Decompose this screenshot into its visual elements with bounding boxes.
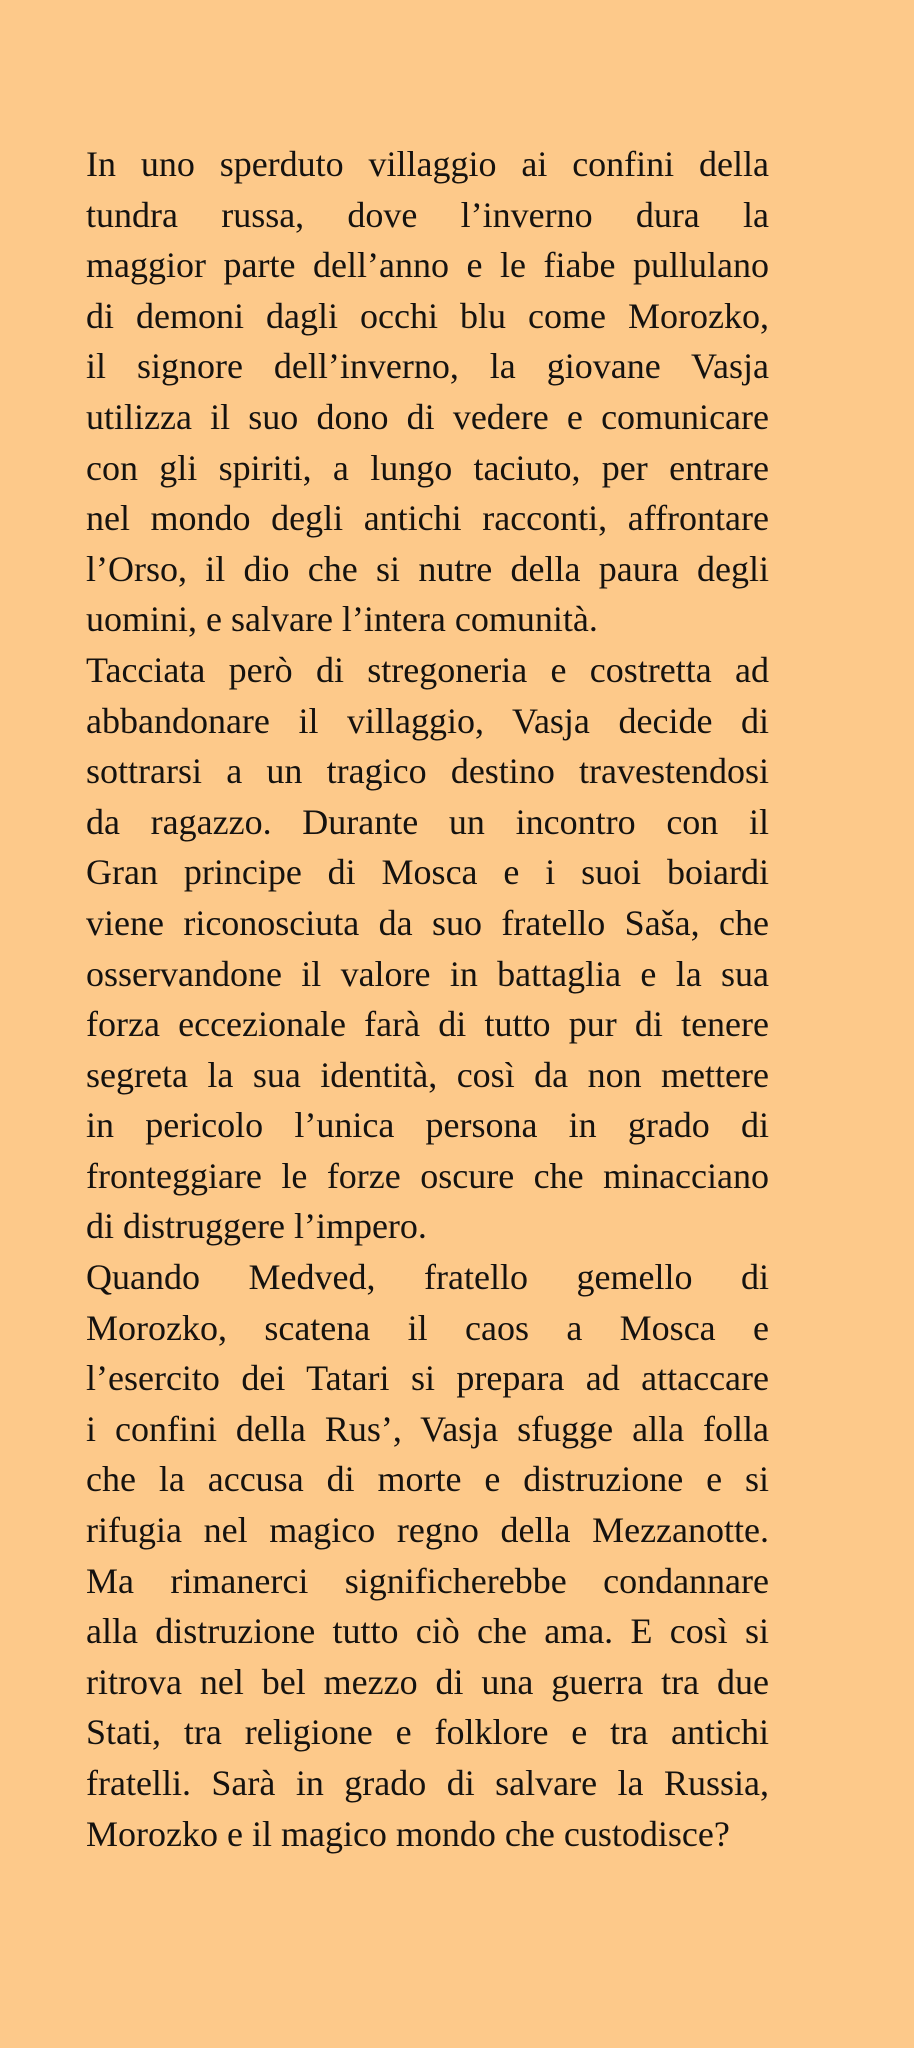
text-line: Gran principe di Mosca e i suoi boiardi	[86, 852, 769, 893]
text-line: viene riconosciuta da suo fratello Saša, che	[86, 902, 769, 943]
text-line: l’esercito dei Tatari si prepara ad attaccare	[86, 1358, 769, 1399]
text-line: Stati, tra religione e folklore e tra antichi	[86, 1712, 769, 1753]
text-line: con gli spiriti, a lungo taciuto, per entrare	[86, 447, 769, 488]
text-line: alla distruzione tutto ciò che ama. E così si	[86, 1611, 769, 1652]
text-line: di demoni dagli occhi blu come Morozko,	[86, 295, 769, 336]
text-line: l’Orso, il dio che si nutre della paura degli	[86, 548, 769, 589]
synopsis-text	[86, 139, 769, 1859]
text-line: nel mondo degli antichi racconti, affrontare	[86, 498, 769, 539]
text-line: uomini, e salvare l’intera comunità.	[86, 599, 598, 640]
text-line: i confini della Rus’, Vasja sfugge alla folla	[86, 1408, 769, 1449]
text-line: sottrarsi a un tragico destino travestendosi	[86, 751, 769, 792]
text-line: da ragazzo. Durante un incontro con il	[86, 801, 769, 842]
text-line: in pericolo l’unica persona in grado di	[86, 1105, 769, 1146]
text-line: Morozko e il magico mondo che custodisce?	[86, 1813, 730, 1854]
synopsis-paragraph	[86, 139, 769, 645]
text-line: osservandone il valore in battaglia e la sua	[86, 953, 769, 994]
text-line: abbandonare il villaggio, Vasja decide di	[86, 700, 769, 741]
text-line: Morozko, scatena il caos a Mosca e	[86, 1307, 769, 1348]
text-line: tundra russa, dove l’inverno dura la	[86, 194, 769, 235]
text-line: che la accusa di morte e distruzione e si	[86, 1459, 769, 1500]
text-line: utilizza il suo dono di vedere e comunicare	[86, 396, 769, 437]
text-line: rifugia nel magico regno della Mezzanotte.	[86, 1510, 769, 1551]
text-line: di distruggere l’impero.	[86, 1206, 427, 1247]
text-line: segreta la sua identità, così da non mettere	[86, 1054, 769, 1095]
text-line: Tacciata però di stregoneria e costretta ad	[86, 649, 769, 690]
text-line: maggior parte dell’anno e le fiabe pullulano	[86, 245, 769, 286]
text-line: il signore dell’inverno, la giovane Vasja	[86, 346, 769, 387]
text-line: In uno sperduto villaggio ai confini della	[86, 144, 769, 184]
synopsis-paragraph	[86, 645, 769, 1252]
text-line: fronteggiare le forze oscure che minacciano	[86, 1155, 769, 1196]
text-line: fratelli. Sarà in grado di salvare la Russia,	[86, 1763, 769, 1803]
text-line: ritrova nel bel mezzo di una guerra tra due	[86, 1661, 769, 1702]
text-line: Quando Medved, fratello gemello di	[86, 1257, 769, 1298]
synopsis-paragraph	[86, 1252, 769, 1859]
text-line: Ma rimanerci significherebbe condannare	[86, 1560, 769, 1601]
text-line: forza eccezionale farà di tutto pur di tenere	[86, 1004, 769, 1045]
